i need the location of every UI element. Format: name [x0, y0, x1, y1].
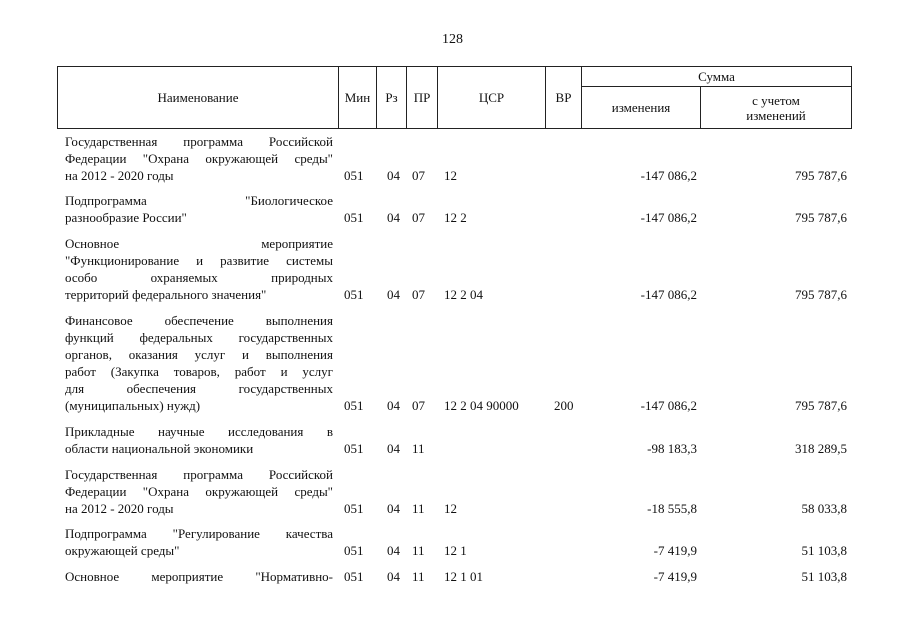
header-change-label: изменения: [611, 100, 671, 115]
row-change: -147 086,2: [640, 398, 697, 413]
row-total: 795 787,6: [795, 287, 847, 302]
row-min: 051: [344, 569, 364, 584]
table-row: [0, 312, 905, 414]
row-name-line: особо охраняемых природных: [65, 270, 333, 285]
row-total: 795 787,6: [795, 210, 847, 225]
row-name-line: Основное мероприятие: [65, 236, 333, 251]
row-total: 51 103,8: [801, 543, 847, 558]
row-csr: 12 1: [444, 543, 467, 558]
row-min: 051: [344, 168, 364, 183]
row-total: 51 103,8: [801, 569, 847, 584]
row-change: -147 086,2: [640, 210, 697, 225]
header-total-line1: с учетом: [752, 92, 800, 108]
row-name-line: Федерации "Охрана окружающей среды": [65, 151, 333, 166]
row-csr: 12 2 04: [444, 287, 483, 302]
row-name-line: работ (Закупка товаров, работ и услуг: [65, 364, 333, 379]
row-name-line: (муниципальных) нужд): [65, 398, 201, 413]
row-rz: 04: [387, 543, 400, 558]
row-rz: 04: [387, 441, 400, 456]
row-name-line: разнообразие России": [65, 210, 187, 225]
table-row: [0, 466, 905, 517]
row-rz: 04: [387, 569, 400, 584]
row-pr: 11: [412, 441, 425, 456]
table-row: [0, 568, 905, 585]
row-min: 051: [344, 501, 364, 516]
row-pr: 07: [412, 287, 425, 302]
row-change: -147 086,2: [640, 287, 697, 302]
row-total: 795 787,6: [795, 398, 847, 413]
row-name-line: Подпрограмма "Регулирование качества: [65, 526, 333, 541]
row-name-line: Государственная программа Российской: [65, 467, 333, 482]
table-row: [0, 525, 905, 559]
row-csr: 12 1 01: [444, 569, 483, 584]
row-name-line: на 2012 - 2020 годы: [65, 168, 174, 183]
row-name-line: "Функционирование и развитие системы: [65, 253, 333, 268]
row-change: -7 419,9: [653, 569, 697, 584]
row-pr: 11: [412, 501, 425, 516]
row-name-line: Основное мероприятие "Нормативно-: [65, 569, 333, 584]
row-min: 051: [344, 398, 364, 413]
row-name: [65, 525, 333, 559]
table-row: [0, 192, 905, 226]
row-name-line: на 2012 - 2020 годы: [65, 501, 174, 516]
header-pr-label: ПР: [413, 90, 431, 105]
row-name-line: окружающей среды": [65, 543, 180, 558]
row-csr: 12: [444, 501, 457, 516]
page-number: 128: [442, 32, 463, 47]
row-rz: 04: [387, 501, 400, 516]
row-name-line: Прикладные научные исследования в: [65, 424, 333, 439]
row-name-line: Подпрограмма "Биологическое: [65, 193, 333, 208]
row-rz: 04: [387, 398, 400, 413]
row-name: [65, 235, 333, 303]
row-name-line: области национальной экономики: [65, 441, 254, 456]
row-name-line: территорий федерального значения": [65, 287, 267, 302]
header-csr-label: ЦСР: [478, 90, 505, 105]
row-vr: 200: [554, 398, 574, 413]
row-pr: 07: [412, 210, 425, 225]
row-min: 051: [344, 210, 364, 225]
row-name-line: функций федеральных государственных: [65, 330, 333, 345]
row-min: 051: [344, 441, 364, 456]
row-min: 051: [344, 543, 364, 558]
row-total: 318 289,5: [795, 441, 847, 456]
row-pr: 07: [412, 168, 425, 183]
row-name-line: органов, оказания услуг и выполнения: [65, 347, 333, 362]
header-min-label: Мин: [344, 90, 371, 105]
row-name: [65, 192, 333, 226]
row-name: [65, 133, 333, 184]
header-name-label: Наименование: [157, 90, 239, 105]
row-change: -147 086,2: [640, 168, 697, 183]
header-total-line2: изменений: [746, 107, 806, 123]
row-total: 58 033,8: [801, 501, 847, 516]
row-rz: 04: [387, 287, 400, 302]
row-total: 795 787,6: [795, 168, 847, 183]
row-change: -7 419,9: [653, 543, 697, 558]
row-pr: 11: [412, 543, 425, 558]
header-sum-label: Сумма: [698, 69, 735, 84]
row-pr: 07: [412, 398, 425, 413]
header-rz-label: Рз: [385, 90, 398, 105]
row-csr: 12: [444, 168, 457, 183]
row-name: [65, 312, 333, 414]
row-name: [65, 423, 333, 457]
row-csr: 12 2: [444, 210, 467, 225]
row-min: 051: [344, 287, 364, 302]
table-row: [0, 133, 905, 184]
table-row: [0, 235, 905, 303]
row-csr: 12 2 04 90000: [444, 398, 519, 413]
row-pr: 11: [412, 569, 425, 584]
row-change: -98 183,3: [647, 441, 697, 456]
header-vr-label: ВР: [555, 90, 572, 105]
row-name-line: для обеспечения государственных: [65, 381, 333, 396]
row-change: -18 555,8: [647, 501, 697, 516]
row-name: [65, 568, 333, 585]
row-name: [65, 466, 333, 517]
row-name-line: Государственная программа Российской: [65, 134, 333, 149]
row-name-line: Финансовое обеспечение выполнения: [65, 313, 333, 328]
row-name-line: Федерации "Охрана окружающей среды": [65, 484, 333, 499]
row-rz: 04: [387, 168, 400, 183]
table-row: [0, 423, 905, 457]
row-rz: 04: [387, 210, 400, 225]
